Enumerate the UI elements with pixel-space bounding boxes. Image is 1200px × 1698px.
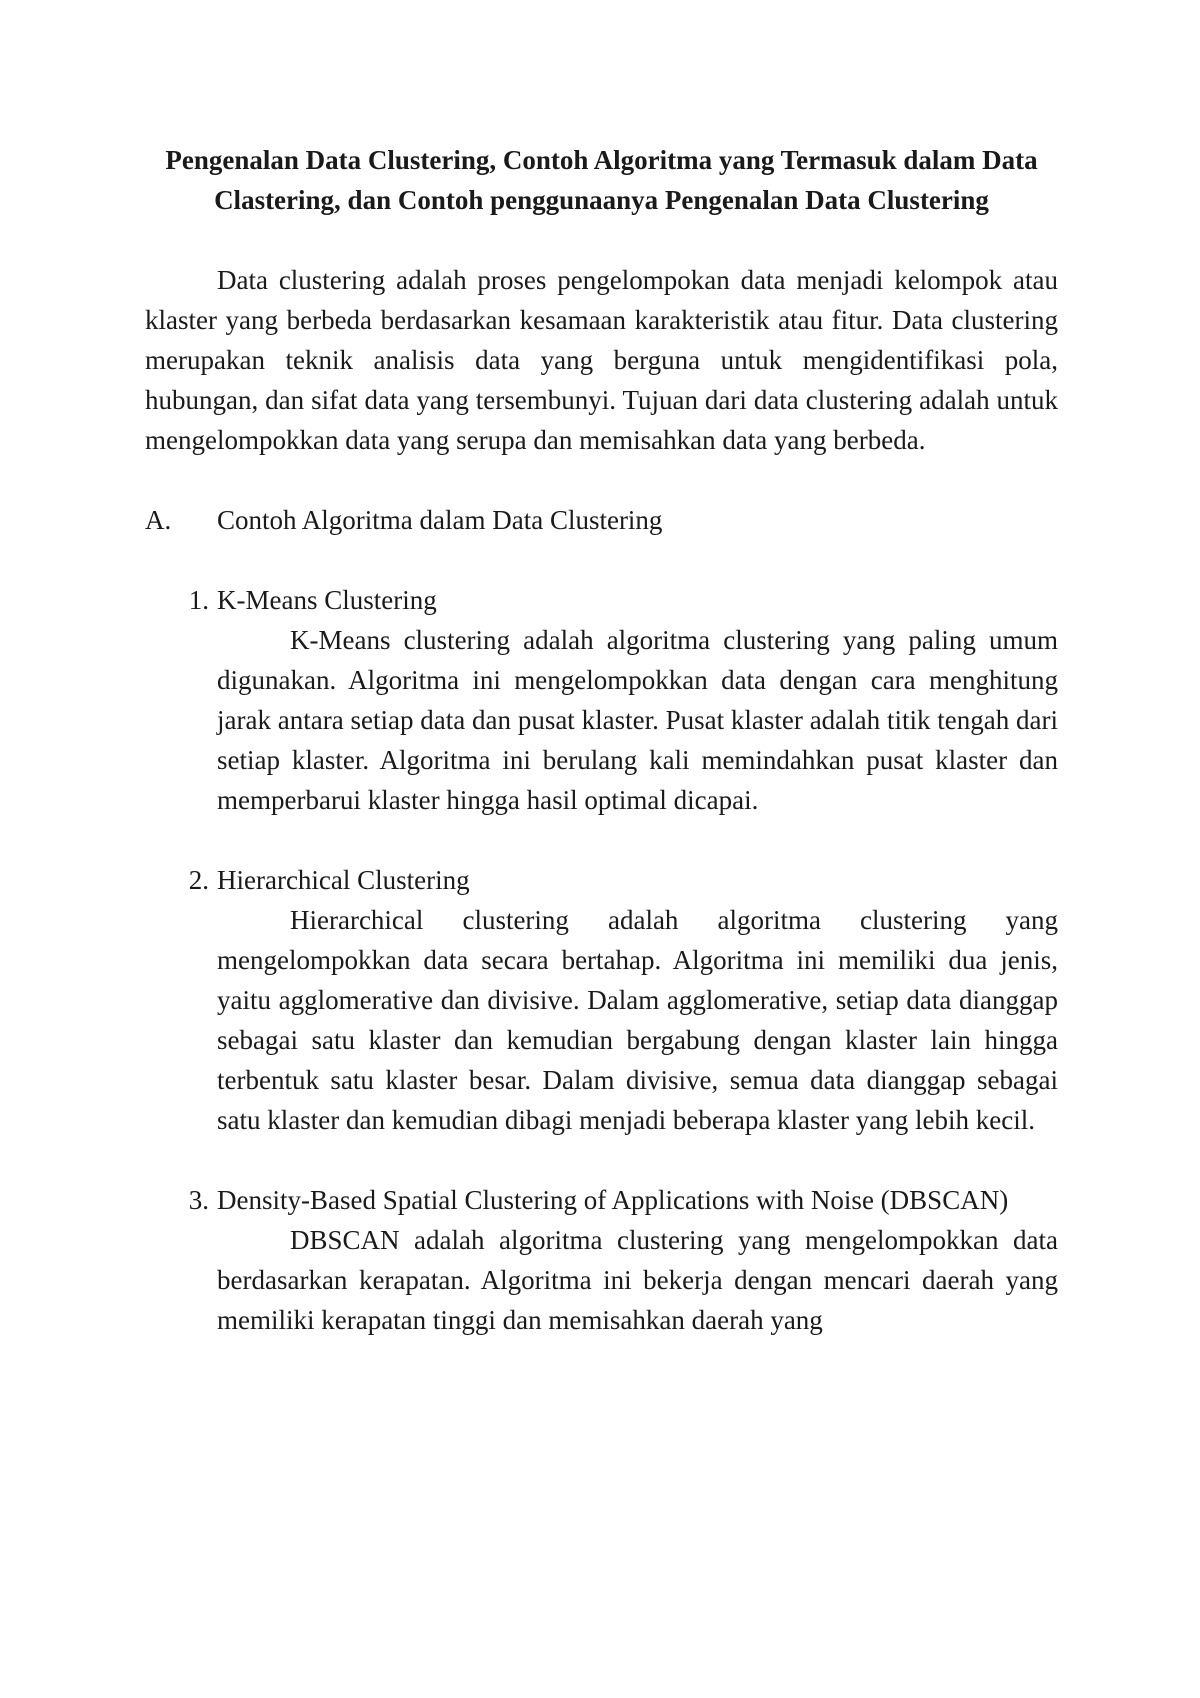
list-item-heading xyxy=(145,580,1058,620)
list-item-body: K-Means clustering adalah algoritma clustering yang paling umum digunakan. Algoritma ini mengelompokkan data dengan cara menghitung jarak antara setiap data dan pusat klaster. Pusat klaster adalah titik tengah dari setiap klaster. Algoritma ini berulang kali memindahkan pusat klaster dan memperbarui klaster hingga hasil optimal dicapai. xyxy=(217,625,1058,815)
algorithm-list xyxy=(145,580,1058,1340)
section-heading-text: Contoh Algoritma dalam Data Clustering xyxy=(217,505,663,535)
list-item-body: DBSCAN adalah algoritma clustering yang mengelompokkan data berdasarkan kerapatan. Algoritma ini bekerja dengan mencari daerah yang memiliki kerapatan tinggi dan memisahkan daerah yang xyxy=(217,1225,1058,1335)
list-item-number: 2. xyxy=(188,865,209,895)
section-letter: A. xyxy=(145,505,172,535)
intro-paragraph: Data clustering adalah proses pengelompokan data menjadi kelompok atau klaster yang berbeda berdasarkan kesamaan karakteristik atau fitur. Data clustering merupakan teknik analisis data yang berguna untuk mengidentifikasi pola, hubungan, dan sifat data yang tersembunyi. Tujuan dari data clustering adalah untuk mengelompokkan data yang serupa dan memisahkan data yang berbeda. xyxy=(145,265,1058,455)
list-item xyxy=(145,580,1058,820)
document-title: Pengenalan Data Clustering, Contoh Algoritma yang Termasuk dalam Data Clastering, dan Contoh penggunaanya Pengenalan Data Clustering xyxy=(165,145,1038,215)
list-item xyxy=(145,1180,1058,1340)
section-heading xyxy=(145,500,1058,540)
document-content xyxy=(145,140,1058,1380)
list-item-number: 3. xyxy=(188,1185,209,1215)
list-item-title: Hierarchical Clustering xyxy=(217,865,470,895)
list-item xyxy=(145,860,1058,1140)
list-item-title: K-Means Clustering xyxy=(217,585,437,615)
list-item-body: Hierarchical clustering adalah algoritma clustering yang mengelompokkan data secara bertahap. Algoritma ini memiliki dua jenis, yaitu agglomerative dan divisive. Dalam agglomerative, setiap data dianggap sebagai satu klaster dan kemudian bergabung dengan klaster lain hingga terbentuk satu klaster besar. Dalam divisive, semua data dianggap sebagai satu klaster dan kemudian dibagi menjadi beberapa klaster yang lebih kecil. xyxy=(217,905,1058,1135)
list-item-title: Density-Based Spatial Clustering of Applications with Noise (DBSCAN) xyxy=(217,1185,1009,1215)
list-item-heading xyxy=(145,860,1058,900)
list-item-heading xyxy=(145,1180,1058,1220)
list-item-number: 1. xyxy=(188,585,209,615)
